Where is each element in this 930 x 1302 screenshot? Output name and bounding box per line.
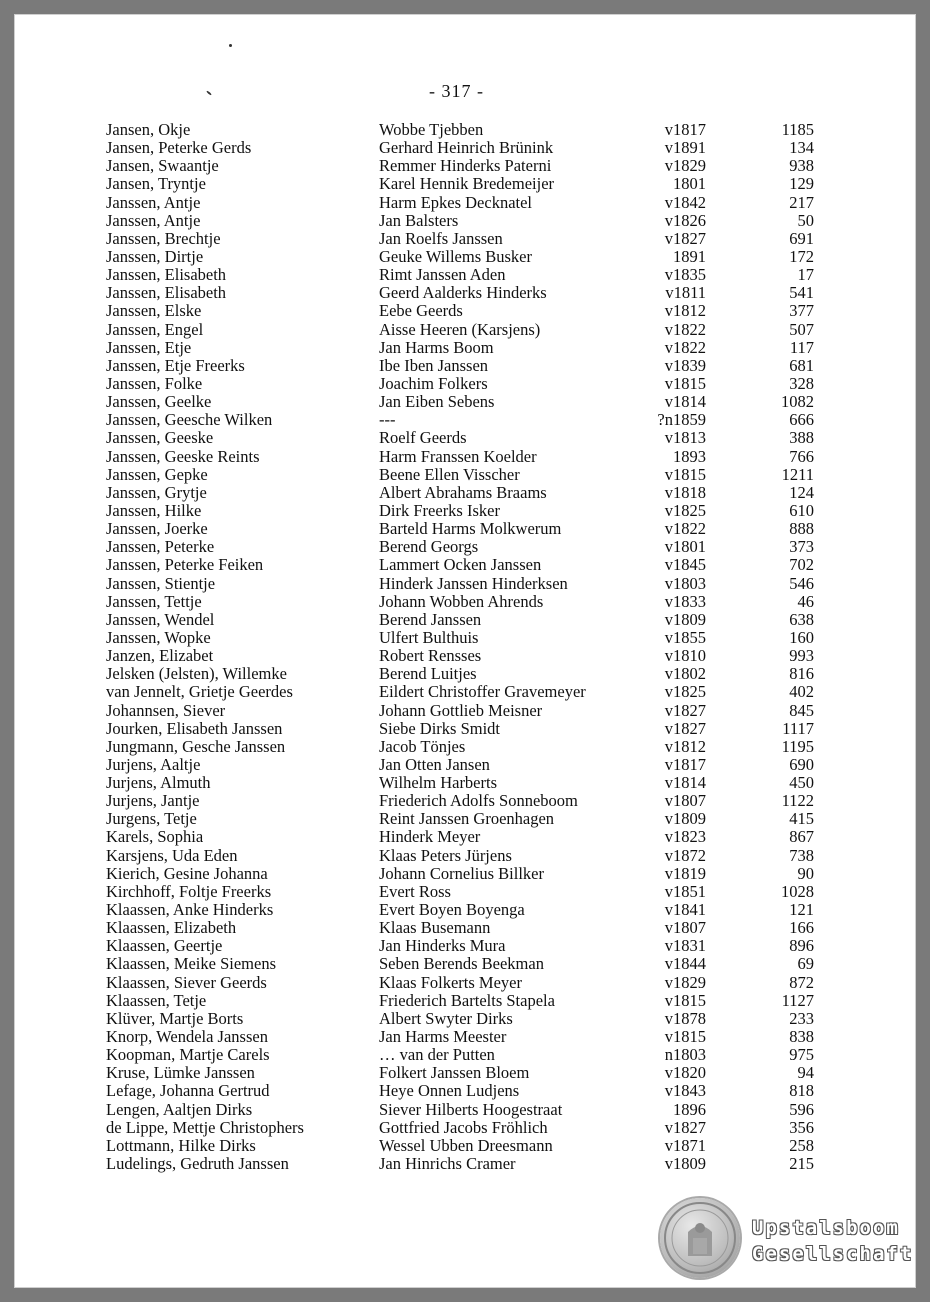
entry-name: Janzen, Elizabet <box>106 646 214 666</box>
entry-year: v1845 <box>664 555 706 575</box>
entry-spouse: Jan Hinderks Mura <box>379 936 506 956</box>
entry-name: Klaassen, Siever Geerds <box>106 972 267 992</box>
entry-number: 838 <box>789 1027 814 1047</box>
entry-year: v1817 <box>664 120 706 139</box>
entry-name: Kierich, Gesine Johanna <box>106 863 268 883</box>
entry-year: v1827 <box>664 700 706 720</box>
entry-number: 117 <box>789 337 814 357</box>
entry-spouse: Berend Luitjes <box>379 664 477 684</box>
entry-name: Kruse, Lümke Janssen <box>106 1063 255 1083</box>
entry-number: 328 <box>789 373 814 393</box>
entry-name: Janssen, Elisabeth <box>106 265 227 285</box>
entry-name: de Lippe, Mettje Christophers <box>106 1117 304 1137</box>
entry-name: Janssen, Folke <box>106 373 203 393</box>
entry-number: 818 <box>789 1081 814 1101</box>
entry-name: Jansen, Okje <box>106 120 191 139</box>
entry-name: Janssen, Peterke <box>106 537 215 557</box>
entry-name: Johannsen, Siever <box>106 700 226 720</box>
entry-name: Janssen, Tettje <box>106 591 202 611</box>
entry-name: Lefage, Johanna Gertrud <box>106 1081 270 1101</box>
entry-year: v1831 <box>664 936 706 956</box>
entry-year: v1801 <box>664 537 706 557</box>
entry-year: v1802 <box>664 664 706 684</box>
entry-number: 17 <box>797 265 814 285</box>
entry-spouse: Barteld Harms Molkwerum <box>379 519 562 539</box>
entry-year: v1872 <box>664 845 706 865</box>
entry-spouse: Lammert Ocken Janssen <box>379 555 542 575</box>
entry-name: Janssen, Joerke <box>106 519 208 539</box>
entry-number: 373 <box>789 537 814 557</box>
entry-spouse: Wessel Ubben Dreesmann <box>379 1135 553 1155</box>
entry-number: 896 <box>789 936 814 956</box>
entry-spouse: Reint Janssen Groenhagen <box>379 809 555 829</box>
entry-name: Klaassen, Elizabeth <box>106 918 237 938</box>
entry-number: 507 <box>789 319 814 339</box>
entry-year: v1814 <box>664 392 706 412</box>
entry-year: n1803 <box>664 1045 706 1065</box>
entry-number: 738 <box>789 845 814 865</box>
entry-spouse: Jan Harms Meester <box>379 1027 507 1047</box>
entry-spouse: Gottfried Jacobs Fröhlich <box>379 1117 548 1137</box>
entry-spouse: Wobbe Tjebben <box>379 120 484 139</box>
entry-spouse: Evert Boyen Boyenga <box>379 900 525 920</box>
entry-number: 541 <box>789 283 814 303</box>
entry-year: v1809 <box>664 1154 706 1174</box>
page-number: - 317 - <box>429 81 484 101</box>
entry-name: Jansen, Swaantje <box>106 156 219 176</box>
entry-year: v1813 <box>664 428 706 448</box>
entry-number: 377 <box>789 301 814 321</box>
entry-number: 867 <box>789 827 814 847</box>
entry-spouse: Albert Swyter Dirks <box>379 1008 513 1028</box>
entry-spouse: Evert Ross <box>379 881 451 901</box>
entry-year: v1809 <box>664 609 706 629</box>
entry-spouse: Albert Abrahams Braams <box>379 482 547 502</box>
entry-spouse: Joachim Folkers <box>379 373 488 393</box>
entry-year: v1829 <box>664 972 706 992</box>
entry-number: 1211 <box>781 464 814 484</box>
entry-name: Jurgens, Tetje <box>106 809 197 829</box>
entry-number: 610 <box>789 500 814 520</box>
entry-number: 872 <box>789 972 814 992</box>
entry-name: Kirchhoff, Foltje Freerks <box>106 881 272 901</box>
entry-year: v1826 <box>664 210 706 230</box>
entry-spouse: Siever Hilberts Hoogestraat <box>379 1099 563 1119</box>
entry-number: 388 <box>789 428 814 448</box>
entry-number: 766 <box>789 446 814 466</box>
entry-name: Janssen, Geeske Reints <box>106 446 260 466</box>
entry-name: Janssen, Dirtje <box>106 246 204 266</box>
entry-spouse: Seben Berends Beekman <box>379 954 544 974</box>
entry-number: 215 <box>789 1154 814 1174</box>
entry-number: 94 <box>797 1063 814 1083</box>
entry-year: v1851 <box>664 881 706 901</box>
entry-spouse: Siebe Dirks Smidt <box>379 718 501 738</box>
entry-number: 816 <box>789 664 814 684</box>
entry-spouse: Ibe Iben Janssen <box>379 355 489 375</box>
scan-speck <box>206 90 212 95</box>
entry-name: Lengen, Aaltjen Dirks <box>106 1099 253 1119</box>
entry-year: 1801 <box>673 174 706 194</box>
entry-year: v1807 <box>664 918 706 938</box>
entry-year: v1842 <box>664 192 706 212</box>
entry-year: v1815 <box>664 373 706 393</box>
entry-spouse: Robert Rensses <box>379 646 482 666</box>
entry-name: Janssen, Wopke <box>106 627 211 647</box>
entry-spouse: Klaas Busemann <box>379 918 491 938</box>
entry-year: v1817 <box>664 754 706 774</box>
entry-number: 233 <box>789 1008 814 1028</box>
entry-year: v1803 <box>664 573 706 593</box>
entry-number: 134 <box>789 138 814 158</box>
entry-name: Jansen, Tryntje <box>106 174 206 194</box>
entry-name: Janssen, Wendel <box>106 609 215 629</box>
entry-year: v1835 <box>664 265 706 285</box>
entry-spouse: Aisse Heeren (Karsjens) <box>379 319 541 339</box>
entry-name: Janssen, Grytje <box>106 482 207 502</box>
entry-number: 69 <box>797 954 814 974</box>
entry-year: v1807 <box>664 791 706 811</box>
entry-number: 666 <box>789 410 814 430</box>
entry-number: 888 <box>789 519 814 539</box>
entry-year: v1827 <box>664 718 706 738</box>
entry-spouse: Roelf Geerds <box>379 428 467 448</box>
entry-name: Janssen, Geeske <box>106 428 214 448</box>
entry-number: 450 <box>789 773 814 793</box>
entry-number: 1117 <box>782 718 814 738</box>
entry-number: 90 <box>797 863 814 883</box>
entry-spouse: Friederich Adolfs Sonneboom <box>379 791 578 811</box>
entry-year: v1814 <box>664 773 706 793</box>
entry-year: v1825 <box>664 682 706 702</box>
entry-spouse: Friederich Bartelts Stapela <box>379 990 555 1010</box>
entry-spouse: Berend Georgs <box>379 537 479 557</box>
entry-spouse: Gerhard Heinrich Brünink <box>379 138 554 158</box>
entry-spouse: … van der Putten <box>379 1045 495 1065</box>
entry-year: 1896 <box>673 1099 706 1119</box>
entry-spouse: Jan Balsters <box>379 210 459 230</box>
entry-year: v1871 <box>664 1135 706 1155</box>
entry-spouse: Hinderk Janssen Hinderksen <box>379 573 568 593</box>
entry-year: v1843 <box>664 1081 706 1101</box>
entry-year: v1811 <box>665 283 706 303</box>
entry-year: v1833 <box>664 591 706 611</box>
entry-spouse: Johann Wobben Ahrends <box>379 591 544 611</box>
entry-number: 1127 <box>781 990 814 1010</box>
entry-name: Klaassen, Tetje <box>106 990 207 1010</box>
entry-number: 160 <box>789 627 814 647</box>
entry-number: 690 <box>789 754 814 774</box>
brand-line-2: Gesellschaft <box>752 1243 914 1265</box>
entry-name: Jungmann, Gesche Janssen <box>106 736 286 756</box>
entry-year: v1812 <box>664 301 706 321</box>
entry-spouse: Jan Eiben Sebens <box>379 392 495 412</box>
entry-name: van Jennelt, Grietje Geerdes <box>106 682 293 702</box>
entry-year: v1823 <box>664 827 706 847</box>
entry-name: Klüver, Martje Borts <box>106 1008 244 1028</box>
entry-name: Karsjens, Uda Eden <box>106 845 238 865</box>
entry-name: Janssen, Geelke <box>106 392 212 412</box>
entry-name: Janssen, Engel <box>106 319 204 339</box>
entry-year: v1825 <box>664 500 706 520</box>
entry-year: v1818 <box>664 482 706 502</box>
entry-number: 845 <box>789 700 814 720</box>
entry-year: v1820 <box>664 1063 706 1083</box>
entry-year: v1827 <box>664 1117 706 1137</box>
entry-name: Jurjens, Jantje <box>106 791 200 811</box>
entry-name: Janssen, Elisabeth <box>106 283 227 303</box>
entry-spouse: Eildert Christoffer Gravemeyer <box>379 682 586 702</box>
entry-spouse: Geerd Aalderks Hinderks <box>379 283 547 303</box>
entry-year: v1827 <box>664 228 706 248</box>
entry-spouse: Jan Harms Boom <box>379 337 494 357</box>
entry-name: Koopman, Martje Carels <box>106 1045 270 1065</box>
entry-name: Janssen, Etje <box>106 337 192 357</box>
entry-name: Jurjens, Almuth <box>106 773 211 793</box>
entry-spouse: Klaas Folkerts Meyer <box>379 972 522 992</box>
entry-number: 1028 <box>781 881 814 901</box>
entry-name: Jurjens, Aaltje <box>106 754 201 774</box>
entry-year: 1891 <box>673 246 706 266</box>
entry-number: 258 <box>789 1135 814 1155</box>
entry-name: Janssen, Geesche Wilken <box>106 410 273 430</box>
entry-year: v1815 <box>664 464 706 484</box>
entry-number: 166 <box>789 918 814 938</box>
entry-year: v1878 <box>664 1008 706 1028</box>
entry-number: 356 <box>789 1117 814 1137</box>
entry-year: 1893 <box>673 446 706 466</box>
entry-spouse: Dirk Freerks Isker <box>379 500 500 520</box>
entry-year: v1815 <box>664 1027 706 1047</box>
entry-spouse: Jacob Tönjes <box>379 736 466 756</box>
entry-name: Klaassen, Meike Siemens <box>106 954 277 974</box>
entry-spouse: Johann Gottlieb Meisner <box>379 700 543 720</box>
entry-spouse: Folkert Janssen Bloem <box>379 1063 530 1083</box>
entry-spouse: Beene Ellen Visscher <box>379 464 520 484</box>
entry-name: Janssen, Peterke Feiken <box>106 555 264 575</box>
entry-year: v1891 <box>664 138 706 158</box>
entry-year: v1822 <box>664 519 706 539</box>
entry-spouse: --- <box>379 410 396 430</box>
brand-line-1: Upstalsboom <box>752 1217 900 1239</box>
entry-number: 1185 <box>781 120 814 139</box>
entry-number: 124 <box>789 482 814 502</box>
entry-name: Janssen, Hilke <box>106 500 202 520</box>
entry-year: v1841 <box>664 900 706 920</box>
entry-name: Lottmann, Hilke Dirks <box>106 1135 256 1155</box>
entry-number: 217 <box>789 192 814 212</box>
entry-spouse: Jan Hinrichs Cramer <box>379 1154 516 1174</box>
entry-spouse: Johann Cornelius Billker <box>379 863 544 883</box>
entry-year: v1810 <box>664 646 706 666</box>
entry-spouse: Harm Epkes Decknatel <box>379 192 533 212</box>
entry-year: v1822 <box>664 337 706 357</box>
entry-name: Klaassen, Geertje <box>106 936 223 956</box>
entry-year: v1844 <box>664 954 706 974</box>
entry-spouse: Rimt Janssen Aden <box>379 265 506 285</box>
entry-spouse: Harm Franssen Koelder <box>379 446 537 466</box>
entry-name: Jansen, Peterke Gerds <box>106 138 252 158</box>
entry-number: 172 <box>789 246 814 266</box>
entry-spouse: Karel Hennik Bredemeijer <box>379 174 555 194</box>
entry-number: 1122 <box>781 791 814 811</box>
entry-number: 1195 <box>781 736 814 756</box>
entry-number: 50 <box>797 210 814 230</box>
entry-spouse: Remmer Hinderks Paterni <box>379 156 552 176</box>
entry-year: ?n1859 <box>657 410 706 430</box>
scan-speck <box>229 44 232 47</box>
brand-wordmark <box>752 1215 913 1267</box>
entry-number: 46 <box>797 591 814 611</box>
entry-name: Janssen, Etje Freerks <box>106 355 245 375</box>
entry-name: Jourken, Elisabeth Janssen <box>106 718 283 738</box>
entry-year: v1822 <box>664 319 706 339</box>
entry-spouse: Hinderk Meyer <box>379 827 481 847</box>
entry-name: Klaassen, Anke Hinderks <box>106 900 274 920</box>
entry-number: 638 <box>789 609 814 629</box>
entry-number: 938 <box>789 156 814 176</box>
entry-spouse: Klaas Peters Jürjens <box>379 845 512 865</box>
entry-number: 402 <box>789 682 814 702</box>
entry-spouse: Ulfert Bulthuis <box>379 627 479 647</box>
entry-spouse: Geuke Willems Busker <box>379 246 533 266</box>
entry-number: 129 <box>789 174 814 194</box>
entry-number: 1082 <box>781 392 814 412</box>
entry-spouse: Wilhelm Harberts <box>379 773 498 793</box>
entry-spouse: Eebe Geerds <box>379 301 463 321</box>
entry-number: 596 <box>789 1099 814 1119</box>
entry-number: 702 <box>789 555 814 575</box>
entry-number: 975 <box>789 1045 814 1065</box>
document-page <box>14 14 916 1288</box>
entry-number: 415 <box>789 809 814 829</box>
entry-year: v1819 <box>664 863 706 883</box>
entry-name: Jelsken (Jelsten), Willemke <box>106 664 287 684</box>
entry-name: Janssen, Antje <box>106 210 201 230</box>
entry-name: Ludelings, Gedruth Janssen <box>106 1154 289 1174</box>
entry-number: 691 <box>789 228 814 248</box>
society-seal-icon <box>660 1198 740 1278</box>
entry-year: v1829 <box>664 156 706 176</box>
entry-year: v1809 <box>664 809 706 829</box>
entry-name: Knorp, Wendela Janssen <box>106 1027 268 1047</box>
entry-name: Janssen, Brechtje <box>106 228 221 248</box>
entry-spouse: Jan Otten Jansen <box>379 754 490 774</box>
entry-spouse: Berend Janssen <box>379 609 482 629</box>
entry-year: v1812 <box>664 736 706 756</box>
entry-name: Janssen, Elske <box>106 301 202 321</box>
entry-spouse: Jan Roelfs Janssen <box>379 228 503 248</box>
entry-year: v1815 <box>664 990 706 1010</box>
entry-year: v1839 <box>664 355 706 375</box>
entry-name: Karels, Sophia <box>106 827 204 847</box>
entry-number: 546 <box>789 573 814 593</box>
entry-year: v1855 <box>664 627 706 647</box>
entry-number: 993 <box>789 646 814 666</box>
entry-name: Janssen, Gepke <box>106 464 208 484</box>
entry-name: Janssen, Stientje <box>106 573 216 593</box>
entry-number: 681 <box>789 355 814 375</box>
entry-spouse: Heye Onnen Ludjens <box>379 1081 520 1101</box>
entry-number: 121 <box>789 900 814 920</box>
entry-name: Janssen, Antje <box>106 192 201 212</box>
